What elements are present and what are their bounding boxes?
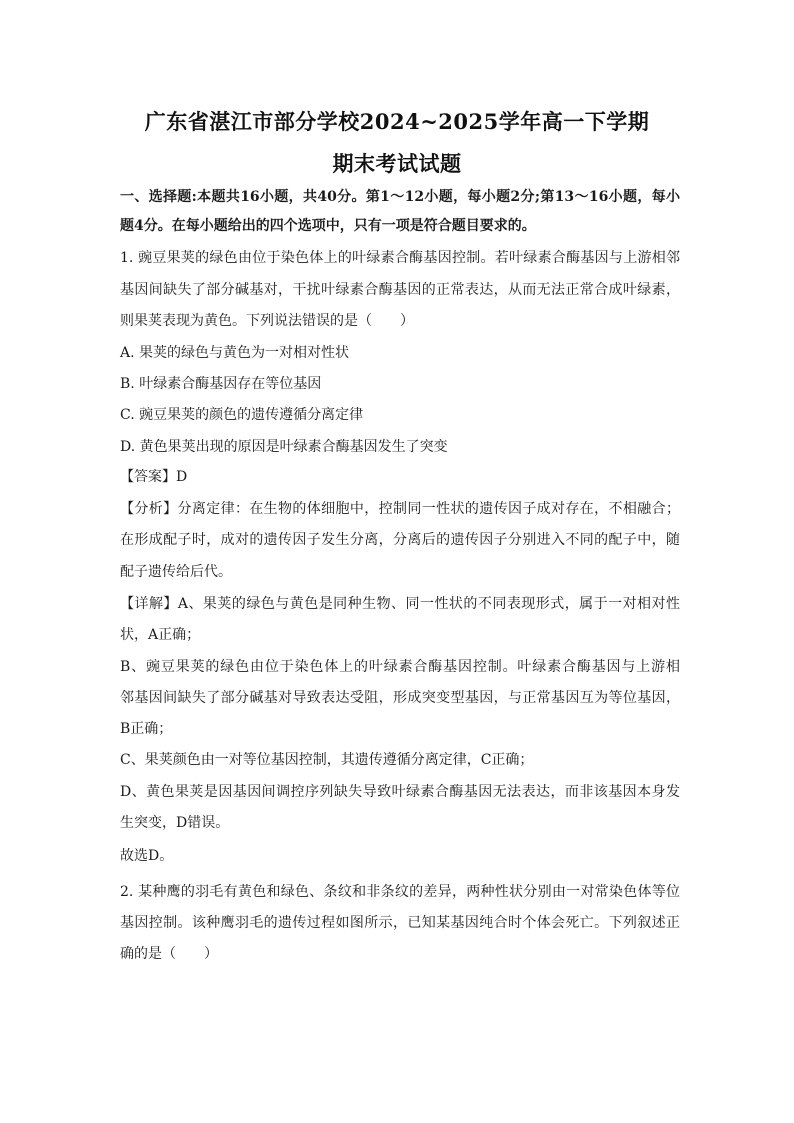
q1-option-c: C. 豌豆果荚的颜色的遗传遵循分离定律 [120,407,364,423]
section-header-line-2: 题4分。在每小题给出的四个选项中，只有一项是符合题目要求的。 [120,218,536,234]
q1-analysis-line-2: 在形成配子时，成对的遗传因子发生分离，分离后的遗传因子分别进入不同的配子中，随 [120,532,680,548]
q2-stem-line-1: 2. 某种鹰的羽毛有黄色和绿色、条纹和非条纹的差异，两种性状分别由一对常染色体等位 [120,884,680,900]
q1-analysis-line-1: 【分析】分离定律：在生物的体细胞中，控制同一性状的遗传因子成对存在，不相融合； [120,501,680,517]
q1-detail-line-1: 【详解】A、果荚的绿色与黄色是同种生物、同一性状的不同表现形式，属于一对相对性 [120,596,680,612]
q1-detail-line-6: C、果荚颜色由一对等位基因控制，其遗传遵循分离定律，C正确； [120,752,534,768]
q1-answer: 【答案】D [120,469,188,485]
q1-option-b: B. 叶绿素合酶基因存在等位基因 [120,376,322,392]
q1-conclusion: 故选D。 [120,848,174,864]
q1-detail-line-2: 状，A正确； [120,627,201,643]
q1-detail-line-8: 生突变，D错误。 [120,815,230,831]
q1-stem-line-3: 则果荚表现为黄色。下列说法错误的是（ ） [120,313,414,329]
title-line-2: 期末考试试题 [332,151,462,176]
q1-detail-line-4: 邻基因间缺失了部分碱基对导致表达受阻，形成突变型基因，与正常基因互为等位基因， [120,690,680,706]
q1-option-d: D. 黄色果荚出现的原因是叶绿素合酶基因发生了突变 [120,439,448,455]
section-header-line-1: 一、选择题:本题共16小题，共40分。第1～12小题，每小题2分;第13～16小题，每小 [120,189,680,205]
q1-option-a: A. 果荚的绿色与黄色为一对相对性状 [120,345,350,361]
q1-stem-line-2: 基因间缺失了部分碱基对，干扰叶绿素合酶基因的正常表达，从而无法正常合成叶绿素， [120,282,680,298]
q1-stem-line-1: 1. 豌豆果荚的绿色由位于染色体上的叶绿素合酶基因控制。若叶绿素合酶基因与上游相邻 [120,250,680,266]
title-line-1: 广东省湛江市部分学校2024~2025学年高一下学期 [144,109,650,134]
q2-stem-line-2: 基因控制。该种鹰羽毛的遗传过程如图所示，已知某基因纯合时个体会死亡。下列叙述正 [120,915,680,931]
q2-stem-line-3: 确的是（ ） [120,946,218,962]
q1-analysis-line-3: 配子遗传给后代。 [120,564,232,580]
q1-detail-line-5: B正确； [120,721,173,737]
q1-detail-line-3: B、豌豆果荚的绿色由位于染色体上的叶绿素合酶基因控制。叶绿素合酶基因与上游相 [120,659,680,675]
q1-detail-line-7: D、黄色果荚是因基因间调控序列缺失导致叶绿素合酶基因无法表达，而非该基因本身发 [120,784,680,800]
